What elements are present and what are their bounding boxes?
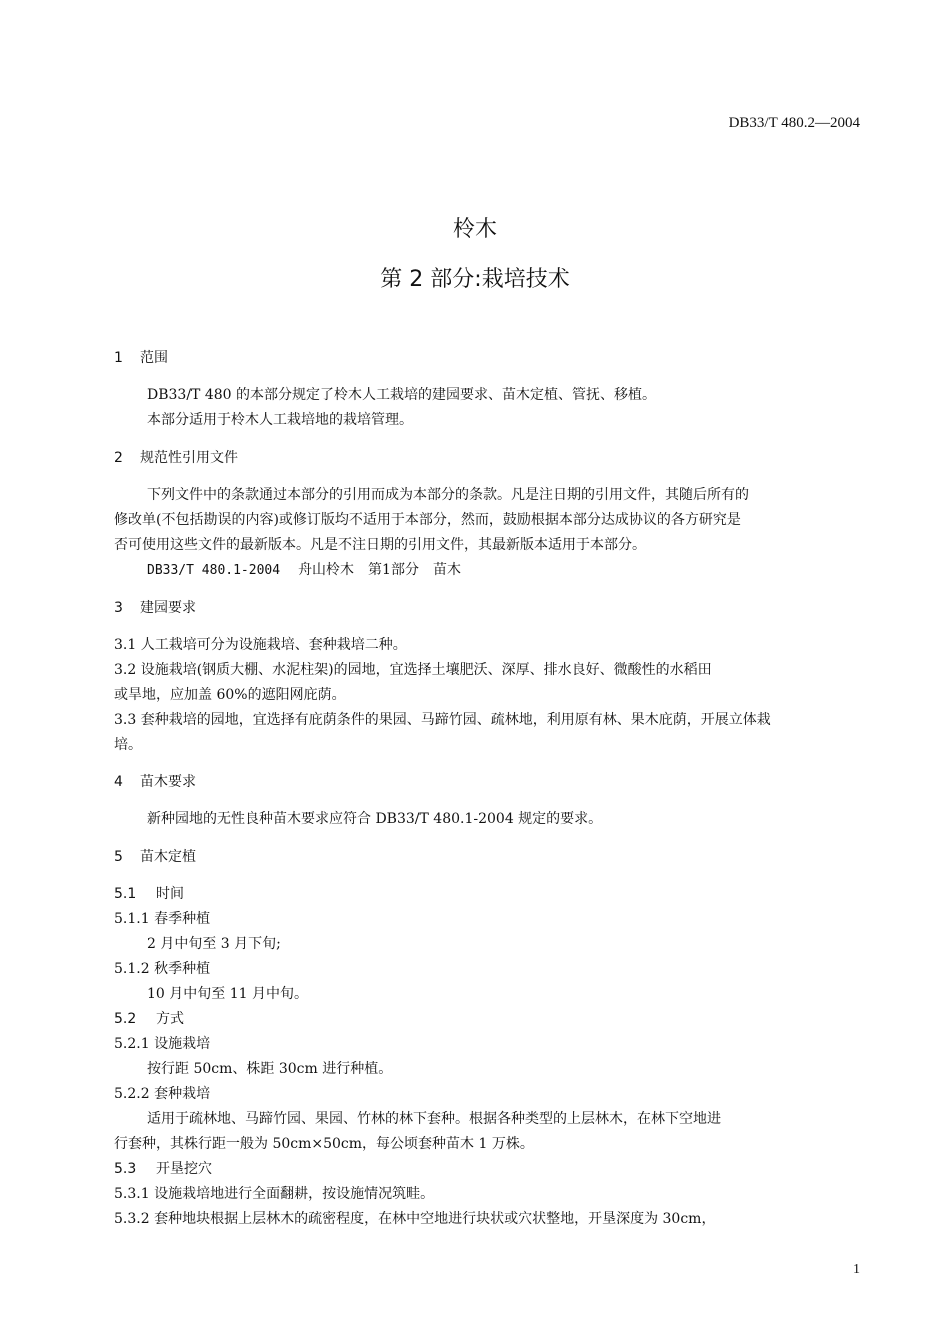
- clause: 5.3.2 套种地块根据上层林木的疏密程度，在林中空地进行块状或穴状整地，开垦深度为 30cm，: [114, 1211, 716, 1227]
- section-4-heading: [114, 771, 196, 791]
- section-number: 3: [114, 600, 123, 616]
- section-5-heading: [114, 846, 196, 866]
- clause-line: 或旱地，应加盖 60%的遮阳网庇荫。: [114, 687, 346, 703]
- clause-heading: 5.2.1 设施栽培: [114, 1036, 211, 1052]
- paragraph: DB33/T 480 的本部分规定了柃木人工栽培的建园要求、苗木定植、管抚、移植。: [147, 387, 657, 403]
- paragraph-line: 修改单(不包括勘误的内容)或修订版均不适用于本部分，然而，鼓励根据本部分达成协议的各方研究是: [114, 512, 741, 528]
- paragraph-line: 否可使用这些文件的最新版本。凡是不注日期的引用文件，其最新版本适用于本部分。: [114, 537, 646, 553]
- reference-code: DB33/T 480.1-2004: [147, 563, 281, 578]
- section-2-heading: [114, 447, 238, 467]
- clause-body-line: 适用于疏林地、马蹄竹园、果园、竹林的林下套种。根据各种类型的上层林木，在林下空地进: [147, 1111, 721, 1127]
- reference-title: 舟山柃木 第1部分 苗木: [298, 562, 461, 578]
- clause-heading: 5.1.1 春季种植: [114, 911, 211, 927]
- section-number: 2: [114, 450, 123, 466]
- section-3-heading: [114, 597, 196, 617]
- subsection-5-2-heading: [114, 1008, 184, 1028]
- section-title: 范围: [140, 350, 168, 366]
- paragraph: 新种园地的无性良种苗木要求应符合 DB33/T 480.1-2004 规定的要求。: [147, 811, 603, 827]
- section-number: 1: [114, 350, 123, 366]
- subsection-number: 5.1: [114, 886, 137, 902]
- subsection-title: 时间: [156, 886, 184, 902]
- clause: 5.3.1 设施栽培地进行全面翻耕，按设施情况筑畦。: [114, 1186, 435, 1202]
- normative-reference: [147, 559, 461, 579]
- section-title: 苗木要求: [140, 774, 196, 790]
- section-title: 规范性引用文件: [140, 450, 238, 466]
- clause: 3.1 人工栽培可分为设施栽培、套种栽培二种。: [114, 637, 407, 653]
- paragraph-line: 下列文件中的条款通过本部分的引用而成为本部分的条款。凡是注日期的引用文件，其随后所有的: [147, 487, 749, 503]
- section-title: 苗木定植: [140, 849, 196, 865]
- subsection-number: 5.2: [114, 1011, 137, 1027]
- clause-line: 培。: [114, 737, 142, 753]
- section-number: 5: [114, 849, 123, 865]
- subsection-5-1-heading: [114, 883, 184, 903]
- section-number: 4: [114, 774, 123, 790]
- page-number: 1: [853, 1262, 860, 1277]
- clause-body: 2 月中旬至 3 月下旬;: [147, 936, 281, 952]
- clause-line: 3.3 套种栽培的园地，宜选择有庇荫条件的果园、马蹄竹园、疏林地，利用原有林、果木庇荫，开展立体栽: [114, 712, 771, 728]
- clause-body-line: 行套种，其株行距一般为 50cm×50cm，每公顷套种苗木 1 万株。: [114, 1136, 534, 1152]
- document-subtitle: 第 2 部分:栽培技术: [380, 267, 570, 292]
- section-1-heading: [114, 347, 168, 367]
- clause-heading: 5.1.2 秋季种植: [114, 961, 211, 977]
- standard-code: DB33/T 480.2—2004: [728, 115, 860, 131]
- subsection-number: 5.3: [114, 1161, 137, 1177]
- subsection-title: 方式: [156, 1011, 184, 1027]
- clause-heading: 5.2.2 套种栽培: [114, 1086, 211, 1102]
- clause-body: 10 月中旬至 11 月中旬。: [147, 986, 308, 1002]
- subsection-title: 开垦挖穴: [156, 1161, 212, 1177]
- clause-line: 3.2 设施栽培(钢质大棚、水泥柱架)的园地，宜选择土壤肥沃、深厚、排水良好、微酸性的水稻田: [114, 662, 712, 678]
- section-title: 建园要求: [140, 600, 196, 616]
- subsection-5-3-heading: [114, 1158, 212, 1178]
- clause-body: 按行距 50cm、株距 30cm 进行种植。: [147, 1061, 393, 1077]
- paragraph: 本部分适用于柃木人工栽培地的栽培管理。: [147, 412, 413, 428]
- document-title: 柃木: [452, 217, 497, 242]
